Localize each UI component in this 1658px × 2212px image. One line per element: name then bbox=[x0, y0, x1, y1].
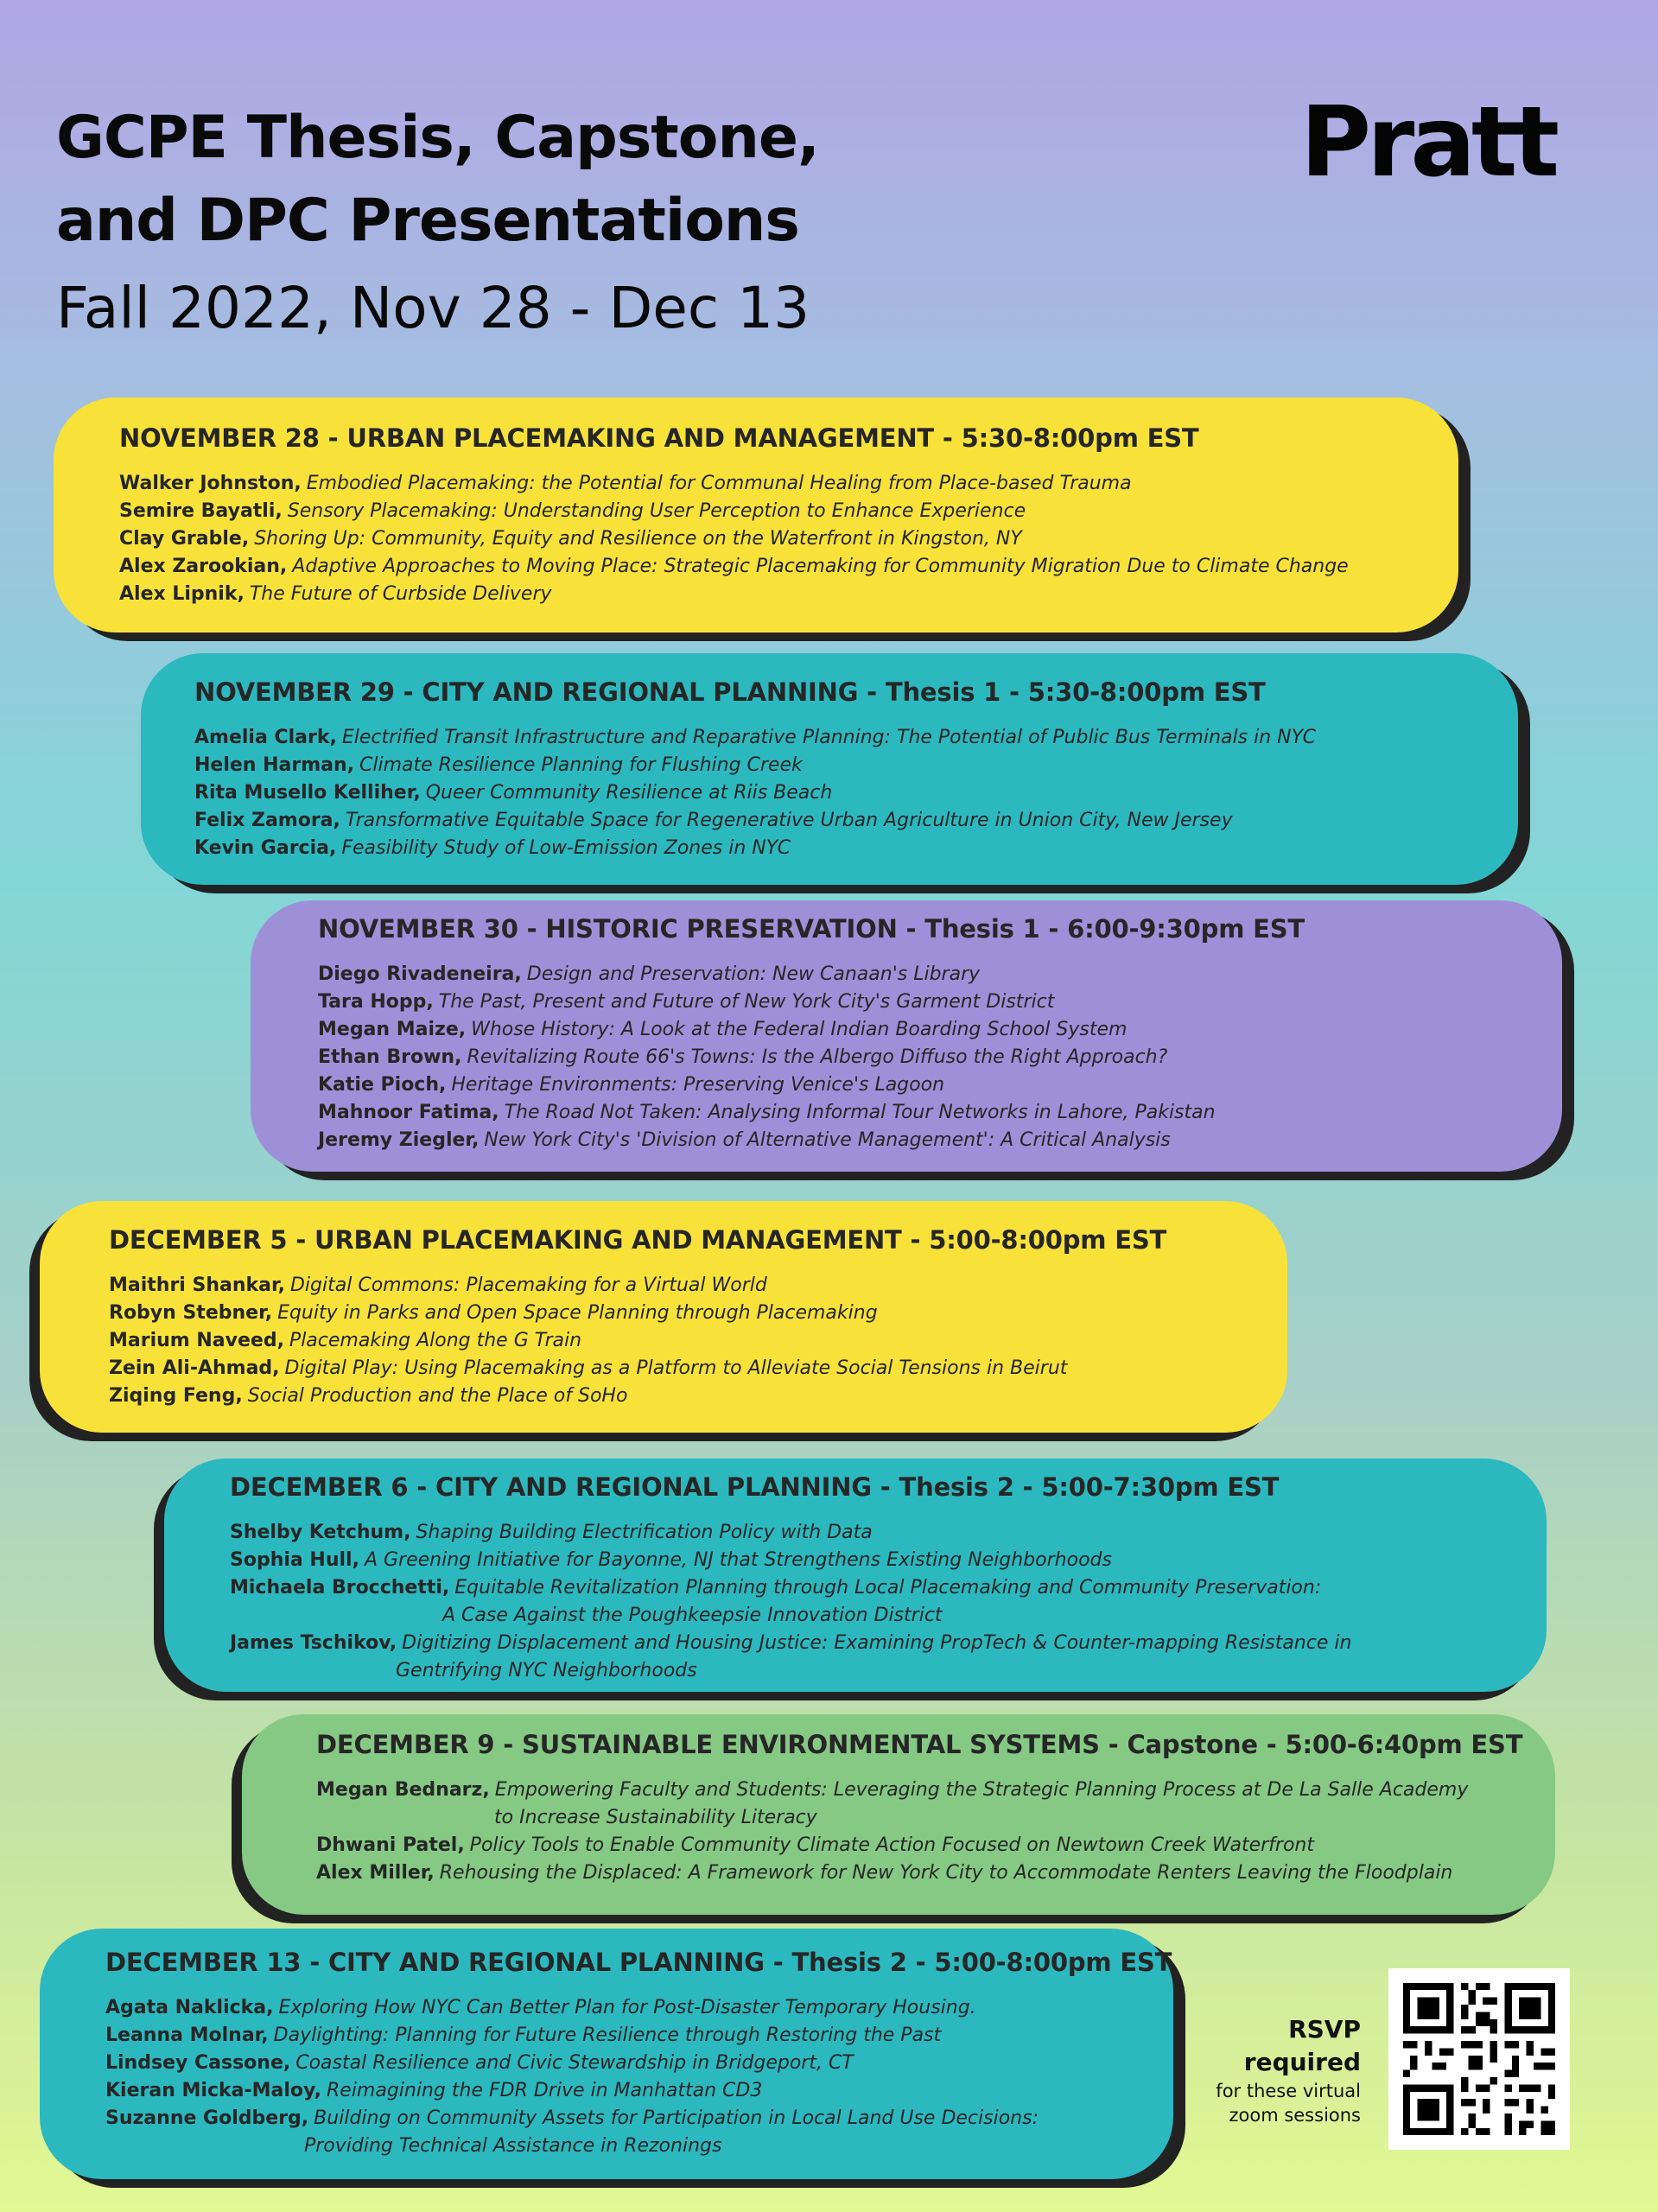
session-card-dec13 bbox=[40, 1929, 1173, 2179]
presentation-title: Reimagining the FDR Drive in Manhattan CD3 bbox=[327, 2080, 763, 2101]
presentation-title-continued: to Increase Sustainability Literacy bbox=[494, 1807, 817, 1828]
presenter-row bbox=[316, 1859, 1555, 1887]
presentation-title: Sensory Placemaking: Understanding User Perception to Enhance Experience bbox=[287, 500, 1026, 522]
presenter-name: Michaela Brocchetti, bbox=[230, 1577, 450, 1599]
presenter-row bbox=[316, 1777, 1555, 1804]
presenter-row bbox=[119, 470, 1458, 498]
session-heading: DECEMBER 13 - CITY AND REGIONAL PLANNING - Thesis 2 - 5:00-8:00pm EST bbox=[105, 1948, 1172, 1977]
presentation-title: Exploring How NYC Can Better Plan for Post-Disaster Temporary Housing. bbox=[278, 1997, 976, 2018]
presenter-name: Zein Ali-Ahmad, bbox=[109, 1357, 280, 1379]
presentation-title: Digitizing Displacement and Housing Justice: Examining PropTech & Counter-mapping Resistance in bbox=[402, 1632, 1352, 1654]
presenter-row bbox=[318, 1099, 1562, 1127]
presenter-name: Tara Hopp, bbox=[318, 991, 434, 1013]
presenter-name: Clay Grable, bbox=[119, 528, 250, 550]
presenter-name: Lindsey Cassone, bbox=[105, 2052, 291, 2074]
presentation-title: Social Production and the Place of SoHo bbox=[247, 1385, 628, 1407]
presentation-title: The Past, Present and Future of New York City's Garment District bbox=[438, 991, 1055, 1013]
presenter-row bbox=[230, 1547, 1547, 1574]
presenter-row bbox=[105, 1994, 1173, 2022]
title-line-1: GCPE Thesis, Capstone, bbox=[56, 104, 819, 172]
presentation-title: Adaptive Approaches to Moving Place: Strategic Placemaking for Community Migration Due to Climate Change bbox=[292, 556, 1349, 577]
presenter-row bbox=[119, 581, 1458, 608]
presenter-row bbox=[316, 1832, 1555, 1859]
presentation-title: Building on Community Assets for Participation in Local Land Use Decisions: bbox=[314, 2107, 1039, 2129]
presentation-title: New York City's 'Division of Alternative Management': A Critical Analysis bbox=[484, 1129, 1171, 1151]
presenter-name: Jeremy Ziegler, bbox=[318, 1129, 480, 1151]
presentation-title: Digital Commons: Placemaking for a Virtual World bbox=[289, 1274, 767, 1296]
presenter-name: Ziqing Feng, bbox=[109, 1385, 243, 1407]
presentation-title: Whose History: A Look at the Federal Indian Boarding School System bbox=[471, 1019, 1128, 1040]
session-card-dec9 bbox=[242, 1714, 1555, 1915]
presentation-title: The Future of Curbside Delivery bbox=[249, 583, 552, 605]
presenter-name: Maithri Shankar, bbox=[109, 1274, 285, 1296]
presenter-row bbox=[230, 1630, 1547, 1657]
qr-code-icon[interactable] bbox=[1388, 1968, 1570, 2150]
presentation-title: Heritage Environments: Preserving Venice's Lagoon bbox=[451, 1074, 945, 1096]
presentation-title: Empowering Faculty and Students: Leveraging the Strategic Planning Process at De La Salle Academy bbox=[494, 1779, 1469, 1801]
presenter-name: Leanna Molnar, bbox=[105, 2024, 269, 2046]
presenter-row bbox=[105, 2050, 1173, 2077]
presentation-title: Design and Preservation: New Canaan's Library bbox=[526, 963, 981, 985]
presenter-row bbox=[119, 525, 1458, 553]
presentation-title: Transformative Equitable Space for Regenerative Urban Agriculture in Union City, New Jersey bbox=[345, 810, 1233, 831]
presenter-name: Robyn Stebner, bbox=[109, 1302, 273, 1324]
presenter-row bbox=[194, 724, 1518, 752]
presenter-name: Megan Maize, bbox=[318, 1019, 467, 1040]
session-heading: NOVEMBER 30 - HISTORIC PRESERVATION - Thesis 1 - 6:00-9:30pm EST bbox=[318, 914, 1305, 944]
presenter-name: Felix Zamora, bbox=[194, 810, 340, 831]
presenter-name: Walker Johnston, bbox=[119, 473, 302, 494]
presenter-row bbox=[318, 961, 1562, 988]
presentation-title-continued: Providing Technical Assistance in Rezonings bbox=[304, 2135, 722, 2157]
presentation-title: The Road Not Taken: Analysing Informal Tour Networks in Lahore, Pakistan bbox=[504, 1102, 1216, 1123]
presentation-title: Daylighting: Planning for Future Resilience through Restoring the Past bbox=[273, 2024, 942, 2046]
rsvp-required-label: required bbox=[1243, 2048, 1361, 2076]
session-heading: DECEMBER 9 - SUSTAINABLE ENVIRONMENTAL SYSTEMS - Capstone - 5:00-6:40pm EST bbox=[316, 1730, 1523, 1759]
session-card-nov29 bbox=[141, 653, 1518, 885]
presenter-row bbox=[318, 1127, 1562, 1154]
presentation-title: Placemaking Along the G Train bbox=[289, 1330, 582, 1351]
presenter-row bbox=[109, 1327, 1287, 1355]
rsvp-note bbox=[1197, 2013, 1361, 2127]
rsvp-detail-1: for these virtual bbox=[1216, 2081, 1361, 2101]
presenter-row bbox=[109, 1272, 1287, 1300]
presentation-title: Climate Resilience Planning for Flushing Creek bbox=[359, 754, 803, 776]
presenter-row bbox=[105, 2077, 1173, 2105]
presenter-row bbox=[194, 807, 1518, 835]
presenter-name: Alex Lipnik, bbox=[119, 583, 245, 605]
presenter-name: Katie Pioch, bbox=[318, 1074, 447, 1096]
presentation-title: Equity in Parks and Open Space Planning through Placemaking bbox=[277, 1302, 878, 1324]
presenter-row bbox=[318, 1044, 1562, 1071]
qr-code-graphic bbox=[1388, 1968, 1570, 2150]
presenter-name: Diego Rivadeneira, bbox=[318, 963, 522, 985]
session-heading: DECEMBER 6 - CITY AND REGIONAL PLANNING - Thesis 2 - 5:00-7:30pm EST bbox=[230, 1472, 1280, 1502]
session-card-nov28 bbox=[54, 397, 1458, 632]
date-range-subtitle: Fall 2022, Nov 28 - Dec 13 bbox=[56, 275, 810, 341]
presenter-row bbox=[109, 1300, 1287, 1327]
rsvp-label: RSVP bbox=[1288, 2015, 1361, 2044]
page-title bbox=[56, 97, 819, 263]
presenter-name: Sophia Hull, bbox=[230, 1549, 359, 1571]
presenter-name: Suzanne Goldberg, bbox=[105, 2107, 309, 2129]
presentation-title: Coastal Resilience and Civic Stewardship in Bridgeport, CT bbox=[295, 2052, 854, 2074]
presentation-title-continued: A Case Against the Poughkeepsie Innovation District bbox=[442, 1605, 943, 1626]
presentation-title: Digital Play: Using Placemaking as a Platform to Alleviate Social Tensions in Beirut bbox=[284, 1357, 1068, 1379]
presenter-row bbox=[194, 835, 1518, 862]
presentation-title: A Greening Initiative for Bayonne, NJ that Strengthens Existing Neighborhoods bbox=[364, 1549, 1112, 1571]
title-line-2: and DPC Presentations bbox=[56, 187, 799, 255]
presentation-title: Equitable Revitalization Planning through Local Placemaking and Community Preservation: bbox=[454, 1577, 1322, 1599]
presenter-name: Marium Naveed, bbox=[109, 1330, 284, 1351]
session-heading: DECEMBER 5 - URBAN PLACEMAKING AND MANAGEMENT - 5:00-8:00pm EST bbox=[109, 1225, 1167, 1255]
presenter-name: Alex Miller, bbox=[316, 1862, 435, 1884]
rsvp-detail-2: zoom sessions bbox=[1229, 2105, 1361, 2126]
presenter-name: Alex Zarookian, bbox=[119, 556, 288, 577]
presentation-title-continued: Gentrifying NYC Neighborhoods bbox=[396, 1660, 697, 1681]
session-card-nov30 bbox=[251, 900, 1562, 1172]
presentation-title: Queer Community Resilience at Riis Beach bbox=[425, 782, 833, 804]
presenter-name: Dhwani Patel, bbox=[316, 1834, 465, 1856]
presenter-name: Kieran Micka-Maloy, bbox=[105, 2080, 321, 2101]
presentation-title: Revitalizing Route 66's Towns: Is the Albergo Diffuso the Right Approach? bbox=[467, 1046, 1168, 1068]
pratt-logo: Pratt bbox=[1300, 86, 1555, 199]
presentation-title: Shaping Building Electrification Policy with Data bbox=[416, 1522, 873, 1543]
presenter-name: James Tschikov, bbox=[230, 1632, 397, 1654]
session-card-dec6 bbox=[164, 1459, 1547, 1692]
presentation-title: Rehousing the Displaced: A Framework for New York City to Accommodate Renters Leaving the Floodplain bbox=[439, 1862, 1453, 1884]
presenter-name: Ethan Brown, bbox=[318, 1046, 462, 1068]
presenter-row bbox=[230, 1519, 1547, 1547]
presenter-row bbox=[318, 1016, 1562, 1044]
presenter-row bbox=[194, 752, 1518, 779]
presenter-name: Megan Bednarz, bbox=[316, 1779, 490, 1801]
presenter-row bbox=[119, 498, 1458, 525]
presenter-row bbox=[318, 1071, 1562, 1099]
presenter-name: Shelby Ketchum, bbox=[230, 1522, 411, 1543]
session-heading: NOVEMBER 29 - CITY AND REGIONAL PLANNING - Thesis 1 - 5:30-8:00pm EST bbox=[194, 677, 1266, 707]
presenter-row bbox=[194, 779, 1518, 807]
presenter-name: Kevin Garcia, bbox=[194, 837, 337, 859]
presenter-name: Mahnoor Fatima, bbox=[318, 1102, 499, 1123]
presenter-name: Amelia Clark, bbox=[194, 727, 337, 748]
presenter-row bbox=[105, 2105, 1173, 2133]
presenter-row bbox=[109, 1382, 1287, 1410]
session-heading: NOVEMBER 28 - URBAN PLACEMAKING AND MANAGEMENT - 5:30-8:00pm EST bbox=[119, 423, 1199, 453]
presenter-name: Helen Harman, bbox=[194, 754, 355, 776]
presenter-name: Rita Musello Kelliher, bbox=[194, 782, 421, 804]
presentation-title: Electrified Transit Infrastructure and Reparative Planning: The Potential of Public Bus Terminals in NYC bbox=[341, 727, 1317, 748]
presentation-title: Feasibility Study of Low-Emission Zones in NYC bbox=[341, 837, 791, 859]
presenter-name: Semire Bayatli, bbox=[119, 500, 283, 522]
presentation-title: Shoring Up: Community, Equity and Resilience on the Waterfront in Kingston, NY bbox=[254, 528, 1022, 550]
presenter-row bbox=[109, 1355, 1287, 1382]
presentation-title: Embodied Placemaking: the Potential for Communal Healing from Place-based Trauma bbox=[306, 473, 1132, 494]
presenter-row bbox=[230, 1574, 1547, 1602]
presenter-name: Agata Naklicka, bbox=[105, 1997, 274, 2018]
presenter-row bbox=[119, 553, 1458, 581]
presenter-row bbox=[105, 2022, 1173, 2050]
session-card-dec5 bbox=[40, 1201, 1287, 1433]
presenter-row bbox=[318, 988, 1562, 1016]
presentation-title: Policy Tools to Enable Community Climate Action Focused on Newtown Creek Waterfront bbox=[469, 1834, 1314, 1856]
